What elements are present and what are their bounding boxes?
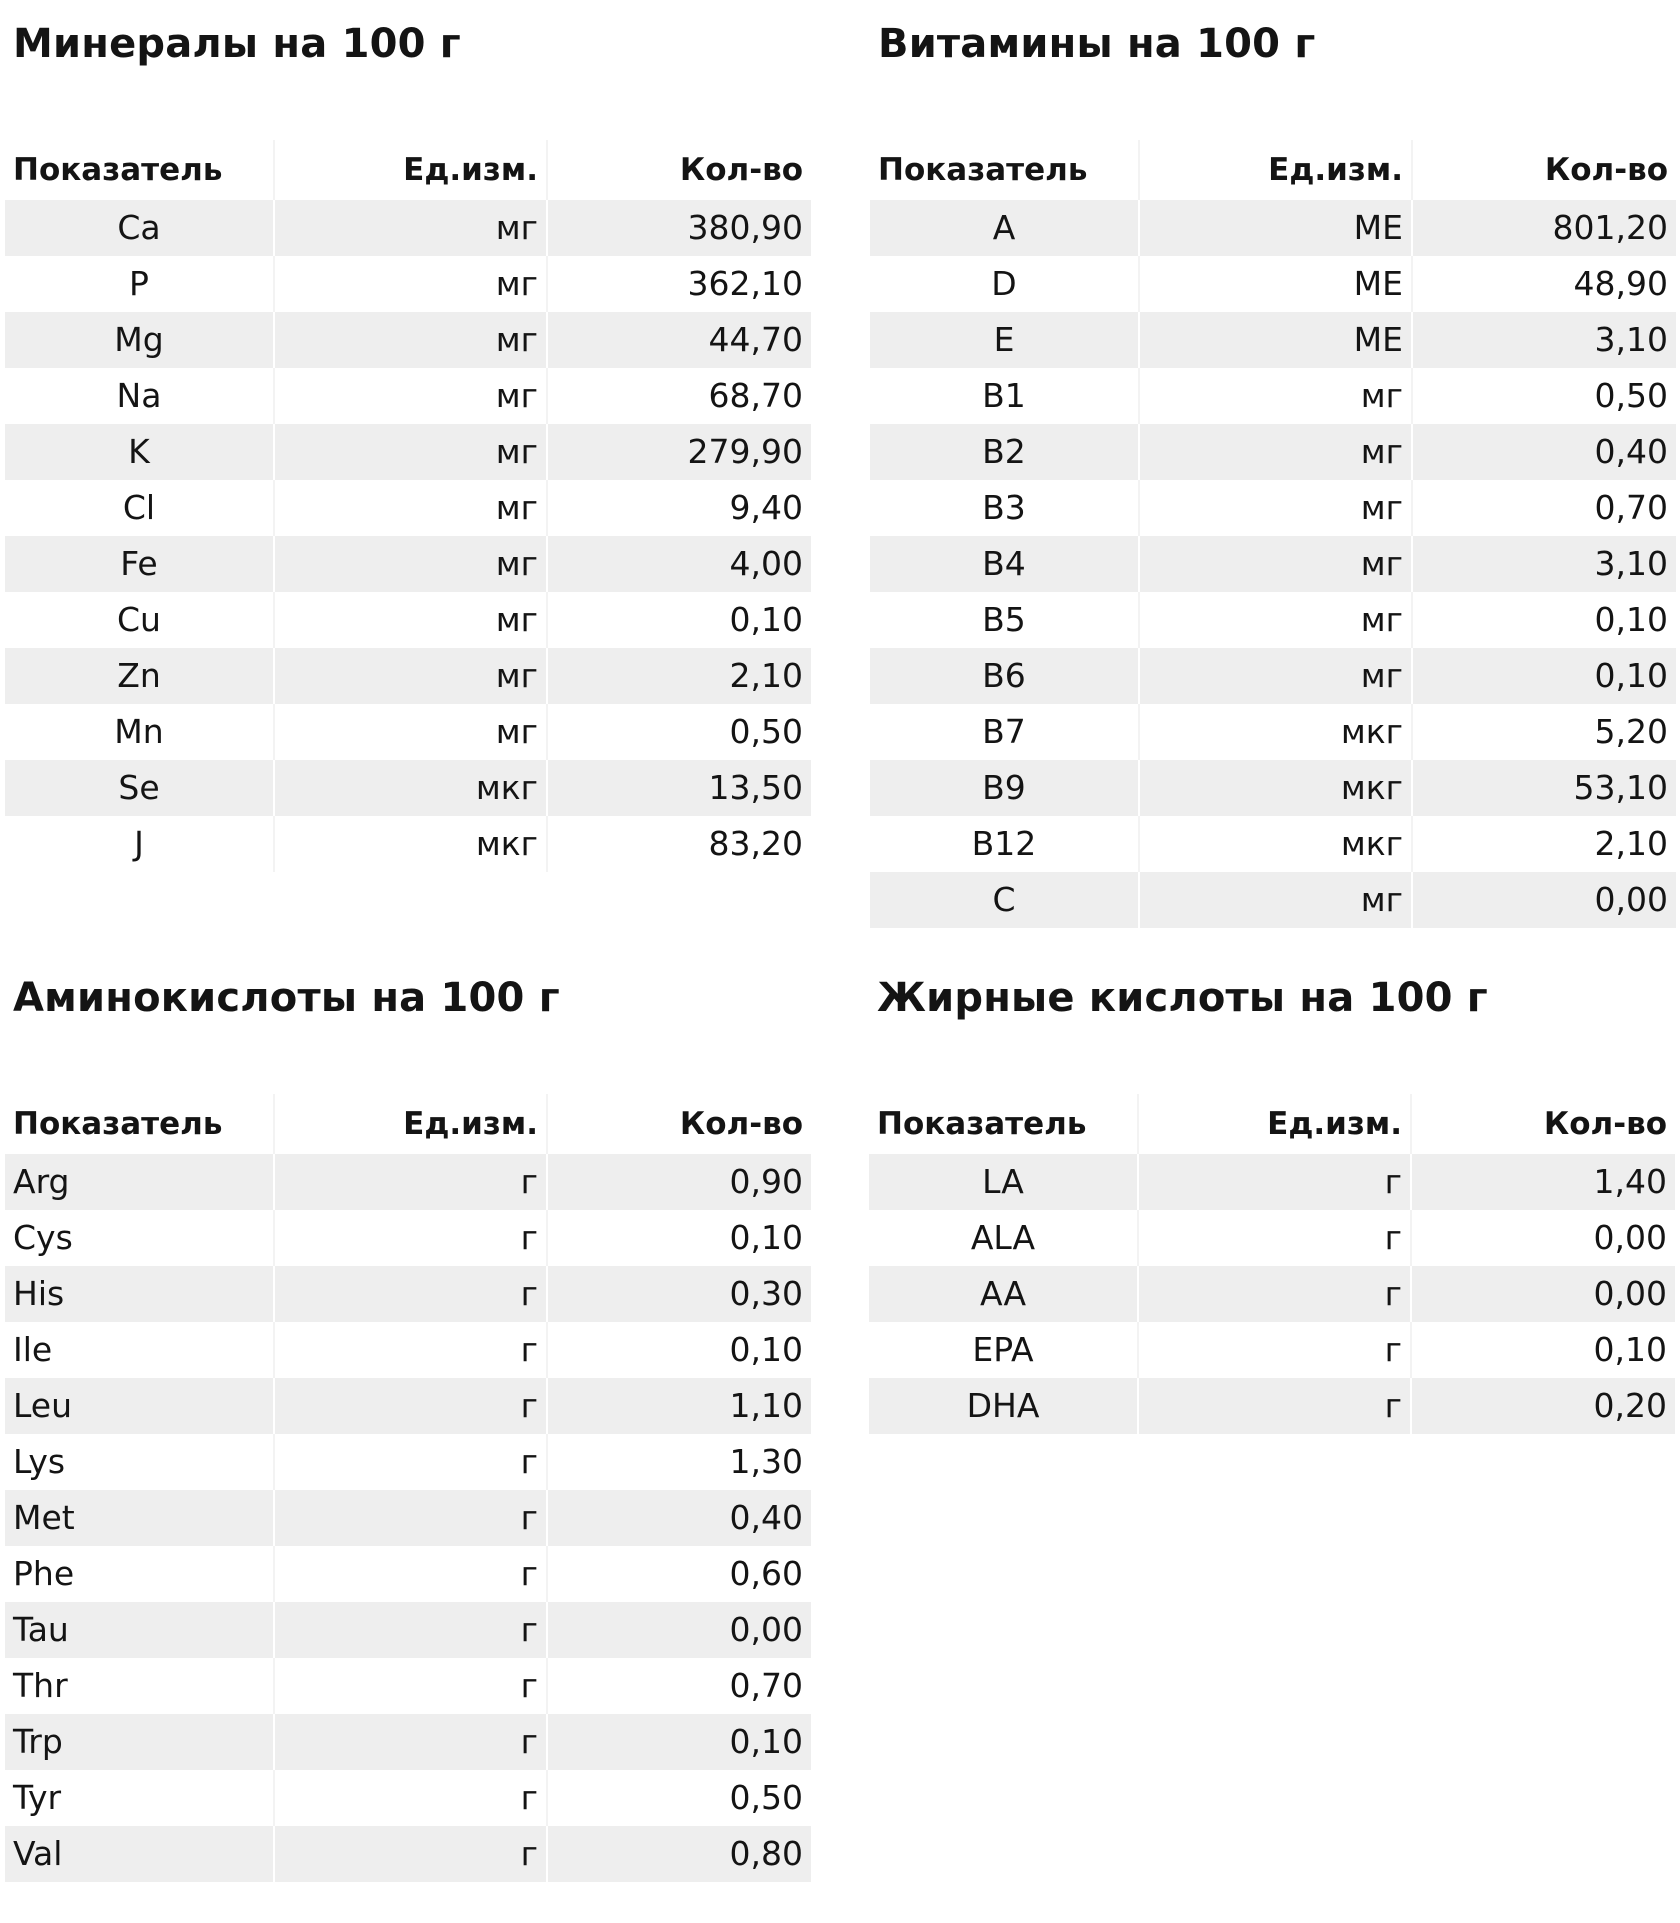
cell-unit: мг [273,536,546,592]
table-row [870,200,1676,256]
header-indicator: Показатель [13,1106,223,1142]
table-row [869,1378,1675,1434]
table-row [870,872,1676,928]
cell-indicator: J [134,824,144,863]
cell-amount: 0,10 [546,1714,811,1770]
table-row [870,592,1676,648]
cell-indicator: Se [118,768,160,807]
table-row [5,1378,811,1434]
table-row [5,1266,811,1322]
cell-indicator: E [993,320,1015,359]
table-row [870,312,1676,368]
cell-unit: МЕ [1138,200,1411,256]
cell-amount: 44,70 [546,312,811,368]
cell-amount: 53,10 [1411,760,1676,816]
cell-amount: 0,70 [546,1658,811,1714]
cell-indicator: B2 [982,432,1026,471]
table-header [5,140,811,200]
cell-unit: мг [273,424,546,480]
cell-amount: 13,50 [546,760,811,816]
cell-indicator: B12 [971,824,1037,863]
table-row [5,200,811,256]
cell-unit: мг [273,256,546,312]
table-row [5,1154,811,1210]
header-unit: Ед.изм. [273,140,546,200]
cell-unit: г [1137,1154,1410,1210]
table-row [5,480,811,536]
vitamins-table [870,140,1676,928]
cell-amount: 3,10 [1411,312,1676,368]
cell-unit: мг [273,480,546,536]
table-header [5,1094,811,1154]
table-row [5,368,811,424]
cell-unit: г [273,1490,546,1546]
cell-unit: г [273,1826,546,1882]
table-row [870,704,1676,760]
table-row [869,1154,1675,1210]
cell-amount: 0,10 [1411,648,1676,704]
table-row [5,704,811,760]
cell-indicator: Ca [117,208,161,247]
cell-indicator: Met [13,1498,75,1537]
cell-indicator: ALA [970,1218,1036,1257]
cell-amount: 48,90 [1411,256,1676,312]
cell-indicator: EPA [972,1330,1034,1369]
cell-amount: 0,40 [1411,424,1676,480]
cell-unit: мг [273,704,546,760]
cell-indicator: Cu [117,600,161,639]
table-row [5,424,811,480]
table-row [869,1322,1675,1378]
table-row [5,1602,811,1658]
cell-unit: г [1137,1322,1410,1378]
table-row [870,648,1676,704]
cell-amount: 0,20 [1410,1378,1675,1434]
cell-amount: 0,80 [546,1826,811,1882]
cell-amount: 380,90 [546,200,811,256]
cell-unit: г [273,1546,546,1602]
table-row [5,312,811,368]
cell-indicator: D [991,264,1017,303]
table-row [5,816,811,872]
cell-unit: г [273,1602,546,1658]
cell-indicator: LA [982,1162,1024,1201]
cell-amount: 2,10 [1411,816,1676,872]
cell-amount: 9,40 [546,480,811,536]
cell-unit: г [1137,1266,1410,1322]
cell-indicator: B1 [982,376,1026,415]
cell-amount: 83,20 [546,816,811,872]
cell-unit: МЕ [1138,312,1411,368]
header-amount: Кол-во [546,1094,811,1154]
header-indicator: Показатель [13,152,223,188]
cell-unit: мг [1138,872,1411,928]
cell-unit: мг [1138,480,1411,536]
cell-amount: 0,00 [1410,1210,1675,1266]
cell-indicator: K [128,432,150,471]
cell-indicator: B6 [982,656,1026,695]
cell-amount: 1,40 [1410,1154,1675,1210]
cell-unit: мг [273,648,546,704]
cell-indicator: Tyr [13,1778,62,1817]
cell-unit: мкг [273,816,546,872]
vitamins-title: Витамины на 100 г [878,21,1316,67]
cell-amount: 0,00 [1411,872,1676,928]
cell-amount: 3,10 [1411,536,1676,592]
cell-unit: мкг [1138,704,1411,760]
cell-unit: мкг [273,760,546,816]
cell-indicator: Val [13,1834,63,1873]
table-row [5,648,811,704]
cell-indicator: P [129,264,149,303]
table-row [5,760,811,816]
cell-indicator: Arg [13,1162,70,1201]
cell-unit: мг [1138,648,1411,704]
cell-indicator: AA [979,1274,1027,1313]
cell-indicator: B5 [982,600,1026,639]
header-unit: Ед.изм. [1137,1094,1410,1154]
header-amount: Кол-во [1411,140,1676,200]
cell-unit: мг [273,312,546,368]
cell-unit: г [273,1154,546,1210]
header-amount: Кол-во [1410,1094,1675,1154]
minerals-table [5,140,811,872]
cell-indicator: Thr [13,1666,68,1705]
amino-acids-title: Аминокислоты на 100 г [13,975,560,1021]
table-header [870,140,1676,200]
header-indicator: Показатель [877,1106,1087,1142]
cell-amount: 0,00 [546,1602,811,1658]
table-row [870,256,1676,312]
cell-amount: 68,70 [546,368,811,424]
cell-unit: г [1137,1378,1410,1434]
table-row [5,592,811,648]
cell-indicator: Cl [122,488,156,527]
cell-indicator: His [13,1274,65,1313]
cell-indicator: Tau [13,1610,69,1649]
cell-amount: 4,00 [546,536,811,592]
cell-unit: мкг [1138,760,1411,816]
cell-amount: 0,60 [546,1546,811,1602]
table-row [5,1210,811,1266]
header-unit: Ед.изм. [1138,140,1411,200]
cell-amount: 0,10 [1410,1322,1675,1378]
cell-indicator: C [992,880,1016,919]
table-row [5,1714,811,1770]
cell-amount: 0,10 [1411,592,1676,648]
table-row [5,1770,811,1826]
cell-amount: 0,50 [546,1770,811,1826]
cell-unit: г [273,1714,546,1770]
table-row [870,424,1676,480]
cell-indicator: B9 [982,768,1026,807]
table-row [870,368,1676,424]
cell-unit: мг [1138,536,1411,592]
cell-amount: 0,10 [546,1322,811,1378]
cell-amount: 5,20 [1411,704,1676,760]
cell-unit: МЕ [1138,256,1411,312]
table-row [869,1210,1675,1266]
cell-amount: 0,10 [546,592,811,648]
table-row [869,1266,1675,1322]
table-row [5,1546,811,1602]
minerals-title: Минералы на 100 г [13,21,461,67]
cell-unit: мкг [1138,816,1411,872]
cell-unit: г [273,1658,546,1714]
cell-amount: 0,30 [546,1266,811,1322]
header-indicator: Показатель [878,152,1088,188]
table-row [870,760,1676,816]
header-unit: Ед.изм. [273,1094,546,1154]
table-row [870,480,1676,536]
table-row [5,1658,811,1714]
cell-amount: 0,40 [546,1490,811,1546]
cell-amount: 0,50 [546,704,811,760]
cell-amount: 0,70 [1411,480,1676,536]
cell-indicator: B7 [982,712,1026,751]
cell-unit: г [273,1266,546,1322]
cell-unit: г [273,1770,546,1826]
cell-unit: г [273,1322,546,1378]
table-row [5,1322,811,1378]
cell-indicator: Lys [13,1442,66,1481]
cell-indicator: Phe [13,1554,75,1593]
cell-unit: мг [1138,424,1411,480]
cell-indicator: Na [116,376,162,415]
cell-unit: мг [273,592,546,648]
table-row [5,1434,811,1490]
cell-amount: 1,30 [546,1434,811,1490]
cell-indicator: Mg [114,320,164,359]
cell-amount: 279,90 [546,424,811,480]
cell-unit: мг [273,200,546,256]
table-header [869,1094,1675,1154]
cell-indicator: Fe [120,544,158,583]
table-row [5,1490,811,1546]
table-row [5,1826,811,1882]
cell-amount: 0,50 [1411,368,1676,424]
fatty-acids-table [869,1094,1675,1434]
cell-amount: 0,10 [546,1210,811,1266]
table-row [5,256,811,312]
cell-unit: мг [1138,368,1411,424]
table-row [5,536,811,592]
cell-indicator: Cys [13,1218,73,1257]
cell-indicator: Ile [13,1330,53,1369]
fatty-acids-title: Жирные кислоты на 100 г [877,975,1488,1021]
cell-indicator: DHA [966,1386,1040,1425]
cell-indicator: Trp [13,1722,63,1761]
cell-unit: г [273,1434,546,1490]
amino-acids-table [5,1094,811,1882]
cell-unit: г [1137,1210,1410,1266]
cell-unit: г [273,1210,546,1266]
cell-unit: мг [273,368,546,424]
cell-amount: 0,00 [1410,1266,1675,1322]
table-row [870,536,1676,592]
cell-indicator: Zn [117,656,161,695]
cell-amount: 1,10 [546,1378,811,1434]
cell-indicator: A [992,208,1016,247]
cell-amount: 801,20 [1411,200,1676,256]
cell-unit: мг [1138,592,1411,648]
cell-indicator: B4 [982,544,1026,583]
cell-amount: 0,90 [546,1154,811,1210]
cell-indicator: Mn [114,712,164,751]
header-amount: Кол-во [546,140,811,200]
cell-indicator: Leu [13,1386,73,1425]
cell-indicator: B3 [982,488,1026,527]
cell-amount: 2,10 [546,648,811,704]
table-row [870,816,1676,872]
cell-unit: г [273,1378,546,1434]
cell-amount: 362,10 [546,256,811,312]
